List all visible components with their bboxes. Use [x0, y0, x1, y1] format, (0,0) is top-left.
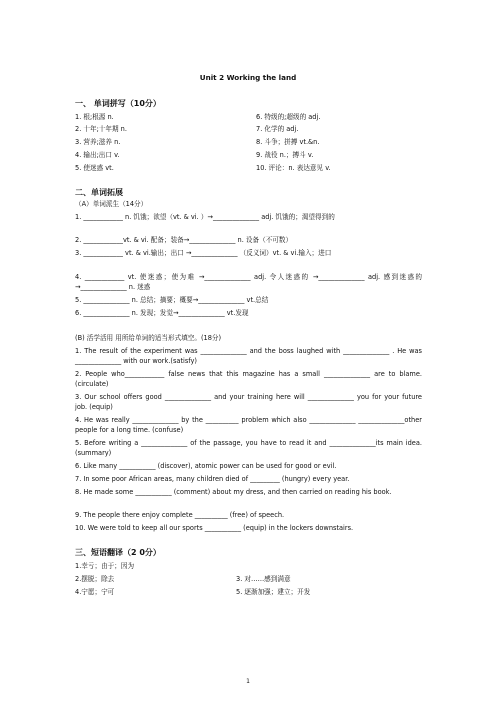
word-item: 4. 输出;出口 v. — [75, 151, 120, 159]
phrase-item: 4.宁愿；宁可 — [75, 588, 115, 596]
section1-heading: 一、 单词拼写（10分） — [75, 99, 161, 108]
word-item: 10. 评论：n. 表达意见 v. — [256, 164, 331, 172]
exercise-item: 1. The result of the experiment was ______________ and the boss laughed with ______________ . He was ______________ with our work.(satisfy) — [75, 347, 422, 365]
page-title: Unit 2 Working the land — [199, 73, 297, 82]
exercise-item: 1. ____________ n. 饥饿；欲望（vt. & vi. ）→______________ adj. 饥饿的；渴望得到的 — [75, 213, 335, 221]
word-item: 7. 化学的 adj. — [256, 125, 299, 133]
phrase-item: 3. 对……感到满意 — [236, 575, 291, 583]
exercise-item: 3. ____________ vt. & vi.输出；出口 →______________ （反义词）vt. & vi.输入；进口 — [75, 249, 332, 257]
word-item: 8. 斗争；拼搏 vt.&n. — [256, 138, 320, 146]
exercise-item: 5. Before writing a ______________ of the passage, you have to read it and ______________its main idea. (summary) — [75, 439, 422, 457]
exercise-item: 6. ______________ n. 发现；发觉→______________ vt.发现 — [75, 309, 249, 317]
exercise-item: 2. ____________vt. & vi. 配备；装备→______________ n. 设备（不可数） — [75, 236, 293, 244]
exercise-item: 3. Our school offers good ______________ and your training here will ______________ you for your future job. (equip) — [75, 393, 422, 411]
word-item: 9. 战役 n.；搏斗 v. — [256, 151, 314, 159]
exercise-item: 9. The people there enjoy complete __________ (free) of speech. — [75, 511, 285, 519]
phrase-item: 1.幸亏；由于；因为 — [75, 562, 135, 570]
word-item: 1. 根;根源 n. — [75, 113, 114, 121]
part-a-heading: （A）单词派生（14分） — [75, 200, 148, 208]
exercise-item: 4. ____________ vt. 使迷惑；使为难 →______________ adj. 令人迷惑的 →______________ adj. 感到迷惑的→______________ n. 迷惑 — [75, 273, 422, 291]
section3-heading: 三、短语翻译（2 0分） — [75, 548, 161, 557]
word-item: 6. 特级的;超级的 adj. — [256, 113, 321, 121]
section2-heading: 二、单词拓展 — [75, 188, 123, 197]
page-number: 1 — [246, 678, 250, 685]
part-b-heading: (B) 活学活用 用所给单词的适当形式填空。(18分) — [75, 334, 222, 342]
word-item: 2. 十年;十年期 n. — [75, 125, 127, 133]
word-item: 3. 营养;滋养 n. — [75, 138, 121, 146]
exercise-item: 6. Like many ___________ (discover), atomic power can be used for good or evil. — [75, 462, 337, 470]
exercise-item: 10. We were told to keep all our sports ___________ (equip) in the lockers downstairs. — [75, 524, 354, 532]
phrase-item: 5. 逐渐加强；建立；开发 — [236, 588, 311, 596]
phrase-item: 2.摆脱；除去 — [75, 575, 115, 583]
exercise-item: 7. In some poor African areas, many children died of _________ (hungry) every year. — [75, 475, 350, 483]
word-item: 5. 使迷惑 vt. — [75, 164, 114, 172]
exercise-item: 8. He made some ___________ (comment) about my dress, and then carried on reading his book. — [75, 488, 392, 496]
exercise-item: 4. He was really ______________ by the __________ problem which also ______________ ______________other people for a long time. (confuse) — [75, 416, 422, 434]
exercise-item: 5. ______________ n. 总结；摘要；概要→______________ vt.总结 — [75, 296, 269, 304]
exercise-item: 2. People who____________ false news that this magazine has a small ______________ are to blame. (circulate) — [75, 370, 422, 388]
